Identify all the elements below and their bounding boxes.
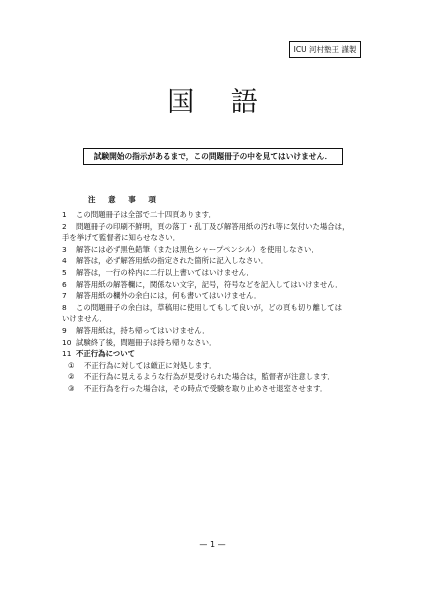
list-item-number: 7 [62, 291, 67, 301]
list-item [62, 267, 372, 279]
list-item-text: 解答用紙の解答欄に，関係ない文字，記号，符号などを記入してはいけません． [76, 279, 343, 289]
list-item [62, 279, 372, 291]
page-number: — 1 — [199, 540, 226, 549]
list-item-text: 試験終了後，問題冊子は持ち帰りなさい． [76, 337, 217, 347]
notes-heading: 注 意 事 項 [88, 195, 161, 204]
numbered-items [62, 209, 372, 360]
misconduct-subitems [62, 360, 372, 395]
list-item-text: 問題冊子の印刷不鮮明，頁の落丁・乱丁及び解答用紙の汚れ等に気付いた場合は， [76, 221, 350, 231]
list-item [62, 244, 372, 256]
list-item [62, 337, 372, 349]
page-title: 国 語 [167, 87, 272, 118]
list-item-text: 不正行為について [76, 349, 135, 359]
list-item-text: 解答用紙は，持ち帰ってはいけません． [76, 325, 210, 335]
list-item-number: 8 [62, 302, 67, 312]
list-item-number: 1 [62, 210, 67, 219]
list-item [62, 325, 372, 337]
list-item-number: 5 [62, 267, 67, 277]
sub-item-marker: ② [68, 372, 75, 382]
sub-list-item [62, 371, 372, 383]
list-item-number: 11 [62, 349, 72, 359]
sub-list-item [62, 383, 372, 395]
list-item-number: 4 [62, 256, 67, 266]
sub-item-marker: ① [68, 360, 75, 370]
list-item-text: この問題冊子は全部で二十四頁あります． [76, 210, 216, 219]
list-item-text: 解答は，一行の枠内に二行以上書いてはいけません． [76, 267, 254, 277]
list-item-number: 3 [62, 244, 67, 254]
list-item-number: 9 [62, 325, 67, 335]
list-item-number: 2 [62, 221, 67, 231]
sub-item-marker: ③ [68, 383, 75, 393]
sub-item-text: 不正行為に見えるような行為が見受けられた場合は，監督者が注意します． [84, 372, 335, 382]
list-item [62, 290, 372, 302]
sub-item-text: 不正行為を行った場合は，その時点で受験を取り止めさせ退室させます． [84, 383, 328, 393]
list-item [62, 255, 372, 267]
instruction-notice-box: 試験開始の指示があるまで，この問題冊子の中を見てはいけません． [83, 148, 343, 165]
list-item [62, 348, 372, 360]
list-item-number: 10 [62, 337, 72, 347]
list-item [62, 221, 372, 244]
list-item-text: この問題冊子の余白は，草稿用に使用してもして良いが，どの頁も切り離しては [76, 302, 343, 312]
list-item-text: 解答用紙の欄外の余白には，何も書いてはいけません． [76, 291, 262, 301]
list-item-number: 6 [62, 279, 67, 289]
list-item [62, 302, 372, 325]
list-item-text: 解答には必ず黒色鉛筆（または黒色シャープペンシル）を使用しなさい． [76, 244, 319, 254]
list-item-text: 解答は，必ず解答用紙の指定された箇所に記入しなさい． [76, 256, 269, 266]
notes-list [62, 209, 372, 395]
sub-item-text: 不正行為に対しては厳正に対処します． [84, 360, 217, 370]
sub-list-item [62, 360, 372, 372]
list-item [62, 209, 372, 221]
list-item-continuation: いけません． [62, 314, 107, 324]
publisher-label: ICU 河村塾王 謹製 [289, 41, 361, 58]
list-item-continuation: 手を挙げて監督者に知らせなさい． [62, 233, 181, 243]
